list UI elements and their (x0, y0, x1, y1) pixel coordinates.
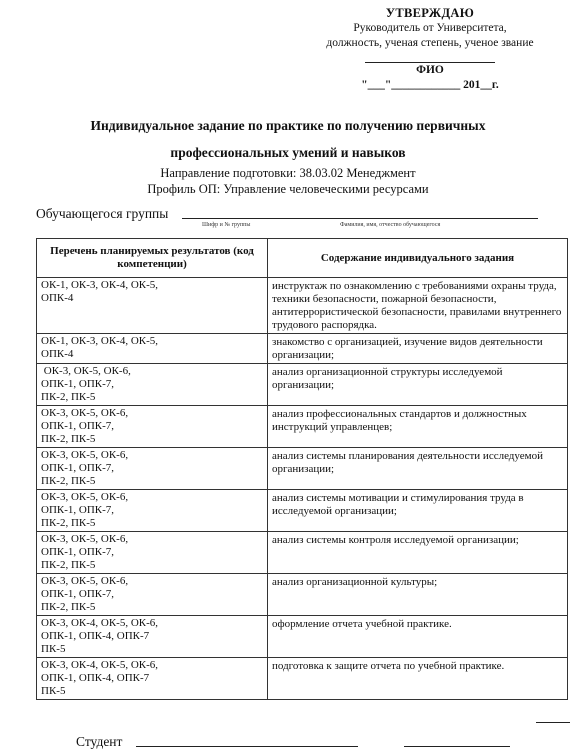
table-header-row (37, 239, 568, 278)
task-content-cell: анализ организационной культуры; (268, 574, 568, 616)
competency-code-line: ПК-2, ПК-5 (41, 517, 96, 529)
table-row (37, 490, 568, 532)
competency-code-line: ОПК-1, ОПК-7, (41, 546, 115, 558)
group-code-hint: Шифр и № группы (202, 222, 251, 228)
table-end-line (536, 722, 570, 723)
competency-code-line: ПК-2, ПК-5 (41, 559, 96, 571)
approval-heading: УТВЕРЖДАЮ (385, 6, 475, 20)
approval-line-1: Руководитель от Университета, (353, 22, 507, 34)
competency-code-line: ОПК-4 (41, 348, 74, 360)
task-content-cell: инструктаж по ознакомлению с требованиями охраны труда, техники безопасности, пожарной безопасности, антитеррористической безопасности, правилами внутреннего трудового распорядка. (268, 278, 568, 334)
competency-code-line: ОПК-1, ОПК-7, (41, 378, 115, 390)
competency-code-line: ПК-5 (41, 685, 66, 697)
competency-code-line: ОК-3, ОК-5, ОК-6, (41, 533, 129, 545)
competency-codes-cell (37, 278, 268, 334)
task-content-cell: анализ системы мотивации и стимулирования труда в исследуемой организации; (268, 490, 568, 532)
approval-block (280, 6, 576, 93)
student-name-line[interactable] (404, 746, 510, 747)
group-label: Обучающегося группы (36, 206, 169, 221)
competency-code-line: ОК-3, ОК-5, ОК-6, (41, 575, 129, 587)
competency-code-line: ОК-1, ОК-3, ОК-4, ОК-5, (41, 279, 159, 291)
document-title-line-2: профессиональных умений и навыков (170, 145, 406, 160)
student-label: Студент (76, 734, 123, 749)
competency-code-line: ПК-5 (41, 643, 66, 655)
competency-codes-cell (37, 490, 268, 532)
competency-code-line: ПК-2, ПК-5 (41, 433, 96, 445)
competency-code-line: ОПК-1, ОПК-4, ОПК-7 (41, 630, 150, 642)
competency-code-line: ОК-3, ОК-5, ОК-6, (41, 491, 129, 503)
task-table (36, 238, 568, 700)
table-row (37, 448, 568, 490)
competency-codes-cell (37, 532, 268, 574)
task-content-cell: подготовка к защите отчета по учебной практике. (268, 658, 568, 700)
direction-text: Направление подготовки: 38.03.02 Менеджмент (160, 166, 416, 180)
header-task-content: Содержание индивидуального задания (268, 239, 568, 278)
task-rows (37, 278, 568, 700)
table-row (37, 532, 568, 574)
task-content-cell: анализ системы контроля исследуемой организации; (268, 532, 568, 574)
competency-code-line: ОК-3, ОК-4, ОК-5, ОК-6, (41, 659, 159, 671)
document-title-line-1: Индивидуальное задание по практике по получению первичных (90, 118, 486, 133)
table-row (37, 278, 568, 334)
competency-codes-cell (37, 448, 268, 490)
table-row (37, 406, 568, 448)
profile-text: Профиль ОП: Управление человеческими ресурсами (147, 182, 429, 196)
competency-code-line: ОПК-1, ОПК-4, ОПК-7 (41, 672, 150, 684)
student-signature-line[interactable] (136, 746, 358, 747)
task-content-cell: знакомство с организацией, изучение видов деятельности организации; (268, 334, 568, 364)
approval-line-2: должность, ученая степень, ученое звание (326, 37, 534, 49)
table-row (37, 334, 568, 364)
competency-code-line: ПК-2, ПК-5 (41, 601, 96, 613)
competency-codes-cell (37, 334, 268, 364)
task-content-cell: анализ организационной структуры исследуемой организации; (268, 364, 568, 406)
approval-fio: ФИО (416, 64, 444, 76)
competency-code-line: ОПК-1, ОПК-7, (41, 588, 115, 600)
group-fill-line[interactable] (182, 218, 538, 219)
competency-code-line: ОПК-4 (41, 292, 74, 304)
task-content-cell: оформление отчета учебной практике. (268, 616, 568, 658)
competency-code-line: ОК-3, ОК-4, ОК-5, ОК-6, (41, 617, 159, 629)
competency-code-line: ОК-1, ОК-3, ОК-4, ОК-5, (41, 335, 159, 347)
competency-code-line: ОК-3, ОК-5, ОК-6, (41, 407, 129, 419)
table-row (37, 574, 568, 616)
competency-code-line: ПК-2, ПК-5 (41, 391, 96, 403)
table-row (37, 658, 568, 700)
approval-date: "___"____________ 201__г. (361, 79, 499, 91)
signature-line (365, 51, 495, 63)
task-content-cell: анализ системы планирования деятельности исследуемой организации; (268, 448, 568, 490)
task-content-cell: анализ профессиональных стандартов и должностных инструкций управленцев; (268, 406, 568, 448)
competency-code-line: ОПК-1, ОПК-7, (41, 462, 115, 474)
competency-codes-cell (37, 616, 268, 658)
competency-code-line: ОПК-1, ОПК-7, (41, 420, 115, 432)
student-name-hint: Фамилия, имя, отчество обучающегося (340, 222, 441, 228)
header-competency-codes: Перечень планируемых результатов (код компетенции) (37, 239, 268, 278)
competency-code-line: ОК-3, ОК-5, ОК-6, (41, 449, 129, 461)
competency-code-line: ОК-3, ОК-5, ОК-6, (41, 365, 131, 377)
competency-codes-cell (37, 574, 268, 616)
table-row (37, 364, 568, 406)
table-row (37, 616, 568, 658)
competency-codes-cell (37, 406, 268, 448)
competency-codes-cell (37, 364, 268, 406)
competency-code-line: ОПК-1, ОПК-7, (41, 504, 115, 516)
competency-code-line: ПК-2, ПК-5 (41, 475, 96, 487)
competency-codes-cell (37, 658, 268, 700)
